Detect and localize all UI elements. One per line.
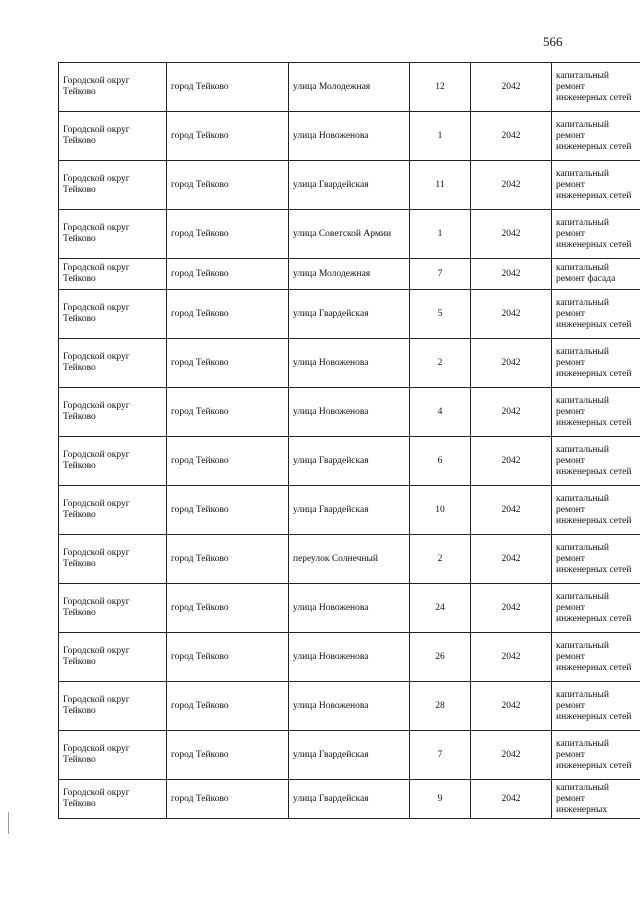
street-cell: улица Новоженова (289, 388, 410, 437)
house-number-cell: 28 (410, 682, 471, 731)
table-row (59, 437, 640, 486)
work-type-cell: капитальный ремонт инженерных (552, 780, 640, 819)
street-cell: улица Гвардейская (289, 161, 410, 210)
table-row (59, 780, 640, 819)
city-cell: город Тейково (167, 731, 289, 780)
street-cell: улица Новоженова (289, 682, 410, 731)
house-number-cell: 1 (410, 210, 471, 259)
year-cell: 2042 (471, 63, 552, 112)
year-cell: 2042 (471, 259, 552, 290)
district-cell: Городской округ Тейково (59, 259, 167, 290)
district-cell: Городской округ Тейково (59, 486, 167, 535)
year-cell: 2042 (471, 437, 552, 486)
city-cell: город Тейково (167, 486, 289, 535)
work-type-cell: капитальный ремонт инженерных сетей (552, 731, 640, 780)
street-cell: улица Новоженова (289, 633, 410, 682)
district-cell: Городской округ Тейково (59, 210, 167, 259)
work-type-cell: капитальный ремонт инженерных сетей (552, 112, 640, 161)
district-cell: Городской округ Тейково (59, 780, 167, 819)
year-cell: 2042 (471, 388, 552, 437)
house-number-cell: 24 (410, 584, 471, 633)
table-row (59, 339, 640, 388)
house-number-cell: 7 (410, 259, 471, 290)
city-cell: город Тейково (167, 633, 289, 682)
street-cell: улица Молодежная (289, 63, 410, 112)
work-type-cell: капитальный ремонт инженерных сетей (552, 584, 640, 633)
work-type-cell: капитальный ремонт инженерных сетей (552, 161, 640, 210)
year-cell: 2042 (471, 584, 552, 633)
work-type-cell: капитальный ремонт инженерных сетей (552, 535, 640, 584)
table-row (59, 584, 640, 633)
street-cell: улица Гвардейская (289, 437, 410, 486)
year-cell: 2042 (471, 112, 552, 161)
district-cell: Городской округ Тейково (59, 682, 167, 731)
house-number-cell: 9 (410, 780, 471, 819)
year-cell: 2042 (471, 290, 552, 339)
year-cell: 2042 (471, 486, 552, 535)
city-cell: город Тейково (167, 437, 289, 486)
house-number-cell: 4 (410, 388, 471, 437)
street-cell: переулок Солнечный (289, 535, 410, 584)
table-row (59, 290, 640, 339)
district-cell: Городской округ Тейково (59, 112, 167, 161)
street-cell: улица Новоженова (289, 112, 410, 161)
work-type-cell: капитальный ремонт инженерных сетей (552, 63, 640, 112)
year-cell: 2042 (471, 535, 552, 584)
street-cell: улица Гвардейская (289, 290, 410, 339)
year-cell: 2042 (471, 633, 552, 682)
street-cell: улица Гвардейская (289, 486, 410, 535)
city-cell: город Тейково (167, 161, 289, 210)
district-cell: Городской округ Тейково (59, 584, 167, 633)
district-cell: Городской округ Тейково (59, 388, 167, 437)
table-row (59, 486, 640, 535)
house-number-cell: 26 (410, 633, 471, 682)
city-cell: город Тейково (167, 210, 289, 259)
city-cell: город Тейково (167, 584, 289, 633)
street-cell: улица Новоженова (289, 584, 410, 633)
page-number: 566 (543, 34, 563, 49)
city-cell: город Тейково (167, 388, 289, 437)
district-cell: Городской округ Тейково (59, 535, 167, 584)
work-type-cell: капитальный ремонт инженерных сетей (552, 682, 640, 731)
district-cell: Городской округ Тейково (59, 437, 167, 486)
year-cell: 2042 (471, 682, 552, 731)
city-cell: город Тейково (167, 682, 289, 731)
year-cell: 2042 (471, 780, 552, 819)
city-cell: город Тейково (167, 535, 289, 584)
house-number-cell: 1 (410, 112, 471, 161)
table-row (59, 210, 640, 259)
table-row (59, 682, 640, 731)
work-type-cell: капитальный ремонт инженерных сетей (552, 290, 640, 339)
street-cell: улица Гвардейская (289, 780, 410, 819)
work-type-cell: капитальный ремонт инженерных сетей (552, 388, 640, 437)
house-number-cell: 5 (410, 290, 471, 339)
house-number-cell: 12 (410, 63, 471, 112)
work-type-cell: капитальный ремонт фасада (552, 259, 640, 290)
table-row (59, 161, 640, 210)
city-cell: город Тейково (167, 290, 289, 339)
work-type-cell: капитальный ремонт инженерных сетей (552, 633, 640, 682)
year-cell: 2042 (471, 731, 552, 780)
table-row (59, 259, 640, 290)
house-number-cell: 6 (410, 437, 471, 486)
city-cell: город Тейково (167, 339, 289, 388)
street-cell: улица Советской Армии (289, 210, 410, 259)
district-cell: Городской округ Тейково (59, 339, 167, 388)
table-row (59, 731, 640, 780)
house-number-cell: 2 (410, 535, 471, 584)
table-row (59, 63, 640, 112)
district-cell: Городской округ Тейково (59, 161, 167, 210)
district-cell: Городской округ Тейково (59, 63, 167, 112)
house-number-cell: 11 (410, 161, 471, 210)
street-cell: улица Новоженова (289, 339, 410, 388)
street-cell: улица Гвардейская (289, 731, 410, 780)
repair-schedule-table (58, 62, 640, 819)
street-cell: улица Молодежная (289, 259, 410, 290)
scan-edge-mark (8, 812, 9, 834)
table-row (59, 388, 640, 437)
work-type-cell: капитальный ремонт инженерных сетей (552, 486, 640, 535)
city-cell: город Тейково (167, 780, 289, 819)
house-number-cell: 7 (410, 731, 471, 780)
year-cell: 2042 (471, 161, 552, 210)
year-cell: 2042 (471, 339, 552, 388)
table-row (59, 112, 640, 161)
table-row (59, 535, 640, 584)
work-type-cell: капитальный ремонт инженерных сетей (552, 210, 640, 259)
house-number-cell: 10 (410, 486, 471, 535)
city-cell: город Тейково (167, 259, 289, 290)
city-cell: город Тейково (167, 63, 289, 112)
district-cell: Городской округ Тейково (59, 731, 167, 780)
year-cell: 2042 (471, 210, 552, 259)
table-row (59, 633, 640, 682)
work-type-cell: капитальный ремонт инженерных сетей (552, 339, 640, 388)
district-cell: Городской округ Тейково (59, 633, 167, 682)
district-cell: Городской округ Тейково (59, 290, 167, 339)
work-type-cell: капитальный ремонт инженерных сетей (552, 437, 640, 486)
city-cell: город Тейково (167, 112, 289, 161)
house-number-cell: 2 (410, 339, 471, 388)
